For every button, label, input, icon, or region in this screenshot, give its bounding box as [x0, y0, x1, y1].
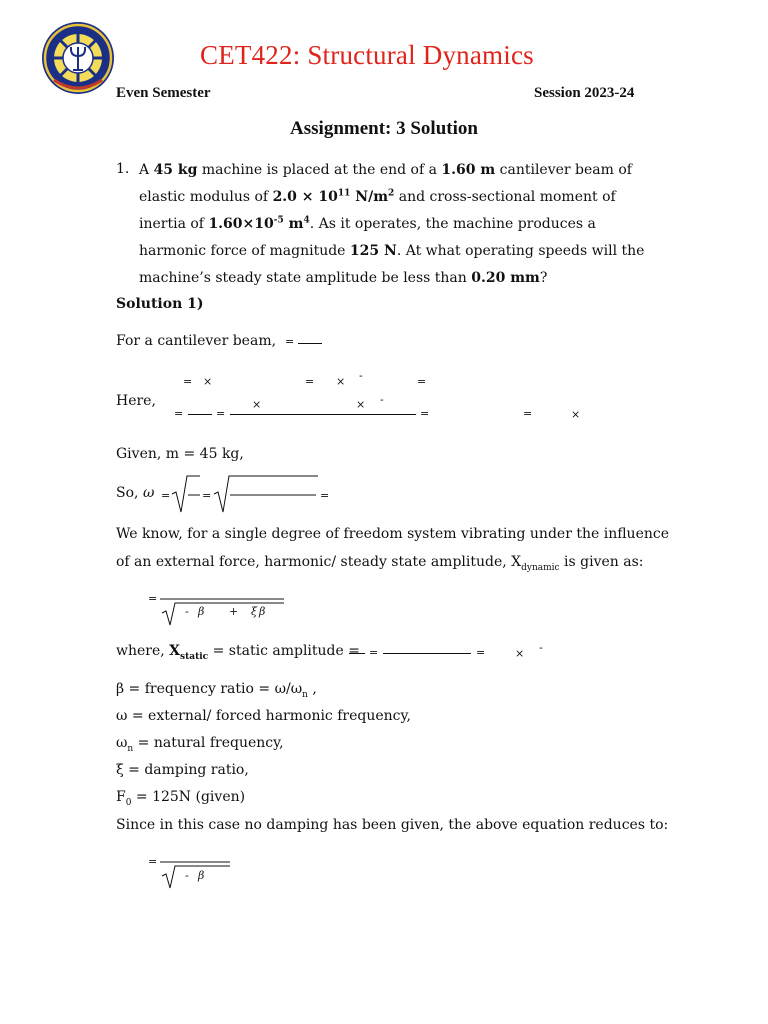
- course-title: CET422: Structural Dynamics: [200, 40, 534, 70]
- radical-sign: [160, 595, 290, 627]
- radical-signs: [170, 472, 330, 516]
- minus-sign: -: [185, 869, 189, 882]
- institute-logo: [40, 20, 116, 96]
- equation-equals: =: [183, 375, 193, 388]
- equation-equals: =: [417, 375, 427, 388]
- given-mass: Given, m = 45 kg,: [116, 446, 244, 462]
- fraction-bar: [298, 343, 322, 344]
- equation-equals: =: [523, 407, 533, 420]
- equation-equals: =: [320, 489, 330, 502]
- plus-sign: +: [229, 605, 239, 618]
- times-sign: ×: [203, 375, 213, 388]
- omega-n-definition: $\omega_n$ = natural frequency,: [116, 735, 284, 754]
- paragraph-line: We know, for a single degree of freedom system vibrating under the influence: [116, 526, 669, 542]
- beta-symbol: β: [259, 605, 266, 618]
- solution-heading: Solution 1): [116, 296, 204, 312]
- equation-equals: =: [476, 646, 486, 659]
- session-label: Session 2023-24: [534, 85, 635, 101]
- beta-symbol: β: [198, 869, 205, 882]
- equation-equals: =: [305, 375, 315, 388]
- fraction-bar: [230, 414, 416, 415]
- equation-equals: =: [148, 592, 158, 605]
- minus-sign: -: [539, 641, 543, 654]
- fraction-bar: [188, 414, 212, 415]
- fraction-bar: [383, 653, 471, 654]
- here-label: Here,: [116, 393, 156, 409]
- paragraph-line: of an external force, harmonic/ steady state amplitude, $X_{dynamic}$ is given as:: [116, 554, 644, 573]
- equation-equals: =: [216, 407, 226, 420]
- reduces-text: Since in this case no damping has been given, the above equation reduces to:: [116, 817, 669, 833]
- static-amplitude-definition: where, $X_{static}$ = static amplitude =: [116, 643, 360, 662]
- xi-definition: ξ = damping ratio,: [116, 762, 249, 778]
- times-sign: ×: [515, 647, 525, 660]
- times-sign: ×: [571, 408, 581, 421]
- equation-equals: =: [285, 335, 295, 348]
- minus-sign: -: [359, 369, 363, 382]
- times-sign: ×: [336, 375, 346, 388]
- equation-equals: =: [174, 407, 184, 420]
- equation-equals: =: [420, 407, 430, 420]
- omega-symbol: ω: [143, 485, 155, 501]
- question-text: A 45 kg machine is placed at the end of a 1.60 m cantilever beam of elastic modulus of $2.0 \times 10^{11}$ $N/m^2$ and cross-sectional moment of inertia of $1.60\times 10^{-5}$ $m^4$. As it operates, the machine produces a harmonic force of magnitude 125 N. At what operating speeds will the machine’s steady state amplitude be less than 0.20 mm?: [139, 162, 645, 286]
- question-number: 1.: [116, 161, 130, 177]
- equation-equals: =: [202, 489, 212, 502]
- times-sign: ×: [356, 398, 366, 411]
- fraction-bar: [349, 653, 365, 654]
- minus-sign: -: [380, 393, 384, 406]
- beta-definition: β = frequency ratio = $\omega/\omega_n$ ,: [116, 681, 317, 700]
- equation-equals: =: [148, 855, 158, 868]
- force-definition: $F_0 = 125N$ (given): [116, 789, 246, 808]
- minus-sign: -: [185, 605, 189, 618]
- so-label: So,: [116, 485, 139, 501]
- equation-equals: =: [369, 646, 379, 659]
- assignment-title: Assignment: 3 Solution: [290, 118, 478, 139]
- beta-symbol: β: [198, 605, 205, 618]
- cantilever-label: For a cantilever beam,: [116, 333, 277, 349]
- xi-symbol: ξ: [251, 605, 258, 618]
- equation-equals: =: [161, 489, 171, 502]
- semester-label: Even Semester: [116, 85, 211, 101]
- times-sign: ×: [252, 398, 262, 411]
- omega-definition: ω = external/ forced harmonic frequency,: [116, 708, 412, 724]
